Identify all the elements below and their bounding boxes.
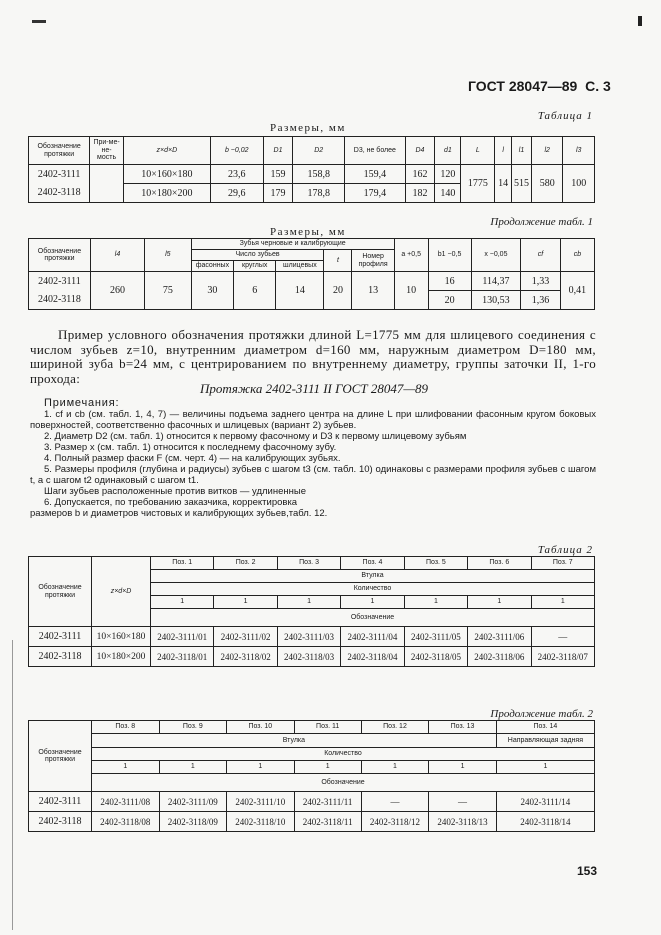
t1c-h-l5: l5 xyxy=(145,239,191,272)
table2-cont-label: Продолжение табл. 2 xyxy=(490,708,593,720)
t1-h-D1: D1 xyxy=(263,137,293,165)
t2c-r1-c8: 2402-3111/08 xyxy=(92,792,160,812)
t1-l2: 580 xyxy=(532,165,563,203)
t2-qty: 1 xyxy=(214,596,277,609)
t2-h-quantity: Количество xyxy=(151,583,595,596)
t1c-round: 6 xyxy=(234,272,276,310)
t1c-l4: 260 xyxy=(90,272,144,310)
t1c-h-cb: cb xyxy=(560,239,594,272)
t1c-r2-x: 130,53 xyxy=(471,291,521,310)
scan-mark-right xyxy=(638,16,642,26)
t1-r1-D2: 158,8 xyxy=(293,165,345,184)
t2-r1-c1: 2402-3111/01 xyxy=(151,627,214,647)
table2 xyxy=(28,556,595,667)
t2-r1-c7: — xyxy=(531,627,594,647)
table1-title: Размеры, мм xyxy=(270,122,346,134)
t1-h-D3: D3, не более xyxy=(345,137,406,165)
t2-r1-zdD: 10×160×180 xyxy=(92,627,151,647)
t2-r2-c7: 2402-3118/07 xyxy=(531,647,594,667)
t1-r2-D2: 178,8 xyxy=(293,184,345,203)
note-item: размеров b и диаметров чистовых и калибрующих зубьев,табл. 12. xyxy=(30,508,328,519)
t1-h-D4: D4 xyxy=(405,137,435,165)
t1-r1-D1: 159 xyxy=(263,165,293,184)
t1-r1-d1: 120 xyxy=(435,165,461,184)
t1c-h-t: t xyxy=(324,250,352,272)
t2-h-zdD: z×d×D xyxy=(92,557,151,627)
t1c-h-l4: l4 xyxy=(90,239,144,272)
t2c-pos8: Поз. 8 xyxy=(92,721,160,734)
t1-h-designation: Обозначение протяжки xyxy=(29,137,90,165)
t2-r2-c2: 2402-3118/02 xyxy=(214,647,277,667)
t2-r1-c2: 2402-3111/02 xyxy=(214,627,277,647)
t1c-h-profile: Номер профиля xyxy=(352,250,394,272)
t1-r1-b: 23,6 xyxy=(210,165,263,184)
t2c-r1-c10: 2402-3111/10 xyxy=(227,792,295,812)
note-item: 2. Диаметр D2 (см. табл. 1) относится к первому фасочному и D3 к первому шлицевому зубьям xyxy=(44,431,467,442)
t1-r2-D1: 179 xyxy=(263,184,293,203)
t2c-pos14: Поз. 14 xyxy=(496,721,594,734)
t1-h-applicability: При-ме-не-мость xyxy=(90,137,124,165)
page-number: 153 xyxy=(577,864,598,878)
t1-r2-D3: 179,4 xyxy=(345,184,406,203)
table1-cont xyxy=(28,238,595,310)
t1c-shaped: 30 xyxy=(191,272,234,310)
t2c-pos13: Поз. 13 xyxy=(429,721,497,734)
t2c-h-guide: Направляющая задняя xyxy=(496,734,594,748)
table1-cont-label: Продолжение табл. 1 xyxy=(490,216,593,228)
t1-r2-d1: 140 xyxy=(435,184,461,203)
t2c-r1-c14: 2402-3111/14 xyxy=(496,792,594,812)
t1c-r1-code: 2402-3111 xyxy=(29,272,91,291)
t2-h-bushing: Втулка xyxy=(151,570,595,583)
notes-block xyxy=(30,398,596,519)
t1-r1-code: 2402-3111 xyxy=(29,165,90,184)
t2-pos1: Поз. 1 xyxy=(151,557,214,570)
t2-qty: 1 xyxy=(404,596,467,609)
t1-h-l3: l3 xyxy=(563,137,595,165)
t2c-qty: 1 xyxy=(429,761,497,774)
t1-l3: 100 xyxy=(563,165,595,203)
t2-r2-c1: 2402-3118/01 xyxy=(151,647,214,667)
t2c-r1-c11: 2402-3111/11 xyxy=(294,792,361,812)
t1-r1-app xyxy=(90,165,124,203)
t1-h-l2: l2 xyxy=(532,137,563,165)
t1-h-zdD: z×d×D xyxy=(123,137,210,165)
table-row xyxy=(29,627,595,647)
t1c-h-shaped: фасонных xyxy=(191,261,234,272)
t2-qty: 1 xyxy=(151,596,214,609)
t1c-h-count: Число зубьев xyxy=(191,250,324,261)
t2c-qty: 1 xyxy=(496,761,594,774)
t2-r1-c4: 2402-3111/04 xyxy=(341,627,404,647)
t1c-r1-b1: 16 xyxy=(428,272,471,291)
scan-mark-left xyxy=(32,20,46,23)
t1-r1-D4: 162 xyxy=(405,165,435,184)
example-designation: Протяжка 2402-3111 II ГОСТ 28047—89 xyxy=(200,381,428,396)
t2c-pos12: Поз. 12 xyxy=(361,721,429,734)
t1-r2-D4: 182 xyxy=(405,184,435,203)
t1-h-D2: D2 xyxy=(293,137,345,165)
t1-h-L: L xyxy=(461,137,495,165)
t2c-r2-code: 2402-3118 xyxy=(29,812,92,832)
t2-pos3: Поз. 3 xyxy=(277,557,340,570)
t2-r2-c4: 2402-3118/04 xyxy=(341,647,404,667)
t1-L: 1775 xyxy=(461,165,495,203)
table1-label: Таблица 1 xyxy=(537,110,593,122)
t2c-h-bushing: Втулка xyxy=(92,734,497,748)
table-row xyxy=(29,792,595,812)
t1c-h-round: круглых xyxy=(234,261,276,272)
t1-h-d1: d1 xyxy=(435,137,461,165)
t1-r1-zdD: 10×160×180 xyxy=(123,165,210,184)
t2-r2-code: 2402-3118 xyxy=(29,647,92,667)
t1-l: 14 xyxy=(495,165,512,203)
table-row xyxy=(29,647,595,667)
t2c-h-designation-row: Обозначение xyxy=(92,774,595,792)
note-item: 3. Размер x (см. табл. 1) относится к последнему фасочному зубу. xyxy=(44,442,337,453)
t1c-a: 10 xyxy=(394,272,428,310)
t2c-r2-c8: 2402-3118/08 xyxy=(92,812,160,832)
t1c-t: 20 xyxy=(324,272,352,310)
t1c-r1-cf: 1,33 xyxy=(521,272,561,291)
table1 xyxy=(28,136,595,203)
t2-pos5: Поз. 5 xyxy=(404,557,467,570)
table-row xyxy=(29,165,595,184)
t1c-l5: 75 xyxy=(145,272,191,310)
t2-qty: 1 xyxy=(277,596,340,609)
t2c-r2-c14: 2402-3118/14 xyxy=(496,812,594,832)
example-paragraph: Пример условного обозначения протяжки длиной L=1775 мм для шлицевого соединения с числом зубьев z=10, внутренним диаметром d=160 мм, наружным диаметром D=180 мм, шириной зуба b=24 мм, с центрированием по внутреннему диаметру, группы заточки II, 1-го прохода: xyxy=(30,327,596,386)
t2-r1-code: 2402-3111 xyxy=(29,627,92,647)
scan-edge xyxy=(12,640,13,930)
t1c-h-cf: cf xyxy=(521,239,561,272)
standard-number: ГОСТ 28047—89 xyxy=(468,78,578,94)
t2-r1-c3: 2402-3111/03 xyxy=(277,627,340,647)
t1-h-l: l xyxy=(495,137,512,165)
table2-cont xyxy=(28,720,595,832)
t1c-h-x: x −0,05 xyxy=(471,239,521,272)
t1c-spline: 14 xyxy=(276,272,324,310)
t1c-h-a: a +0,5 xyxy=(394,239,428,272)
t2-qty: 1 xyxy=(468,596,531,609)
notes-title: Примечания: xyxy=(44,397,120,409)
note-item: 1. cf и cb (см. табл. 1, 4, 7) — величины подъема заднего центра на длине L при шлифовании фасонным кругом боковых поверхностей, соответственно фасочных и шлицевых (вариант 2) зубьев. xyxy=(30,409,596,431)
t1c-r2-code: 2402-3118 xyxy=(29,291,91,310)
t1c-r1-x: 114,37 xyxy=(471,272,521,291)
table-row xyxy=(29,812,595,832)
t2c-r1-c12: — xyxy=(361,792,429,812)
t2c-r2-c13: 2402-3118/13 xyxy=(429,812,497,832)
t1c-profile: 13 xyxy=(352,272,394,310)
t1-h-b: b −0,02 xyxy=(210,137,263,165)
t2-h-designation-row: Обозначение xyxy=(151,609,595,627)
table2-label: Таблица 2 xyxy=(537,544,593,556)
t2-pos6: Поз. 6 xyxy=(468,557,531,570)
t1c-h-spline: шлицевых xyxy=(276,261,324,272)
t2-r2-c3: 2402-3118/03 xyxy=(277,647,340,667)
t2c-qty: 1 xyxy=(159,761,227,774)
note-item: 5. Размеры профиля (глубина и радиусы) зубьев с шагом t3 (см. табл. 10) одинаковы с размерами профиля зубьев с шагом t, а с шагом t2 одинаковый с шагом t1. xyxy=(30,464,596,486)
t1c-h-b1: b1 −0,5 xyxy=(428,239,471,272)
t2-qty: 1 xyxy=(531,596,594,609)
note-item: Шаги зубьев расположенные против витков — удлиненные xyxy=(44,486,306,497)
t2-r1-c5: 2402-3111/05 xyxy=(404,627,467,647)
t2c-r2-c12: 2402-3118/12 xyxy=(361,812,429,832)
t2-pos2: Поз. 2 xyxy=(214,557,277,570)
t1c-r2-cf: 1,36 xyxy=(521,291,561,310)
t1-h-l1: l1 xyxy=(512,137,532,165)
t2-r2-zdD: 10×180×200 xyxy=(92,647,151,667)
t1-r2-b: 29,6 xyxy=(210,184,263,203)
t1c-cb: 0,41 xyxy=(560,272,594,310)
t2c-r2-c9: 2402-3118/09 xyxy=(159,812,227,832)
table-row xyxy=(29,272,595,291)
t2c-r1-c13: — xyxy=(429,792,497,812)
table1-cont-title: Размеры, мм xyxy=(270,226,346,238)
t2-h-designation: Обозначение протяжки xyxy=(29,557,92,627)
t2c-r1-code: 2402-3111 xyxy=(29,792,92,812)
t2c-pos11: Поз. 11 xyxy=(294,721,361,734)
t2c-r2-c10: 2402-3118/10 xyxy=(227,812,295,832)
t2-r2-c5: 2402-3118/05 xyxy=(404,647,467,667)
t2c-pos10: Поз. 10 xyxy=(227,721,295,734)
note-item: 6. Допускается, по требованию заказчика, корректировка xyxy=(44,497,298,508)
t2-r1-c6: 2402-3111/06 xyxy=(468,627,531,647)
t2c-pos9: Поз. 9 xyxy=(159,721,227,734)
t2-qty: 1 xyxy=(341,596,404,609)
t1c-h-designation: Обозначение протяжки xyxy=(29,239,91,272)
t2-pos4: Поз. 4 xyxy=(341,557,404,570)
t2-r2-c6: 2402-3118/06 xyxy=(468,647,531,667)
t2c-r1-c9: 2402-3111/09 xyxy=(159,792,227,812)
t2c-h-designation: Обозначение протяжки xyxy=(29,721,92,792)
t2c-qty: 1 xyxy=(92,761,160,774)
t2c-r2-c11: 2402-3118/11 xyxy=(294,812,361,832)
t1-r2-zdD: 10×180×200 xyxy=(123,184,210,203)
t1-r1-D3: 159,4 xyxy=(345,165,406,184)
t1-l1: 515 xyxy=(512,165,532,203)
t2c-qty: 1 xyxy=(361,761,429,774)
t1-r2-code: 2402-3118 xyxy=(29,184,90,203)
t2c-h-quantity: Количество xyxy=(92,748,595,761)
t2c-qty: 1 xyxy=(294,761,361,774)
note-item: 4. Полный размер фаски F (см. черт. 4) — на калибрующих зубьях. xyxy=(44,453,341,464)
page-header xyxy=(468,78,611,94)
t2c-qty: 1 xyxy=(227,761,295,774)
t2-pos7: Поз. 7 xyxy=(531,557,594,570)
t1c-r2-b1: 20 xyxy=(428,291,471,310)
t1c-h-group: Зубья черновые и калибрующие xyxy=(191,239,394,250)
page-label: С. 3 xyxy=(585,78,611,94)
